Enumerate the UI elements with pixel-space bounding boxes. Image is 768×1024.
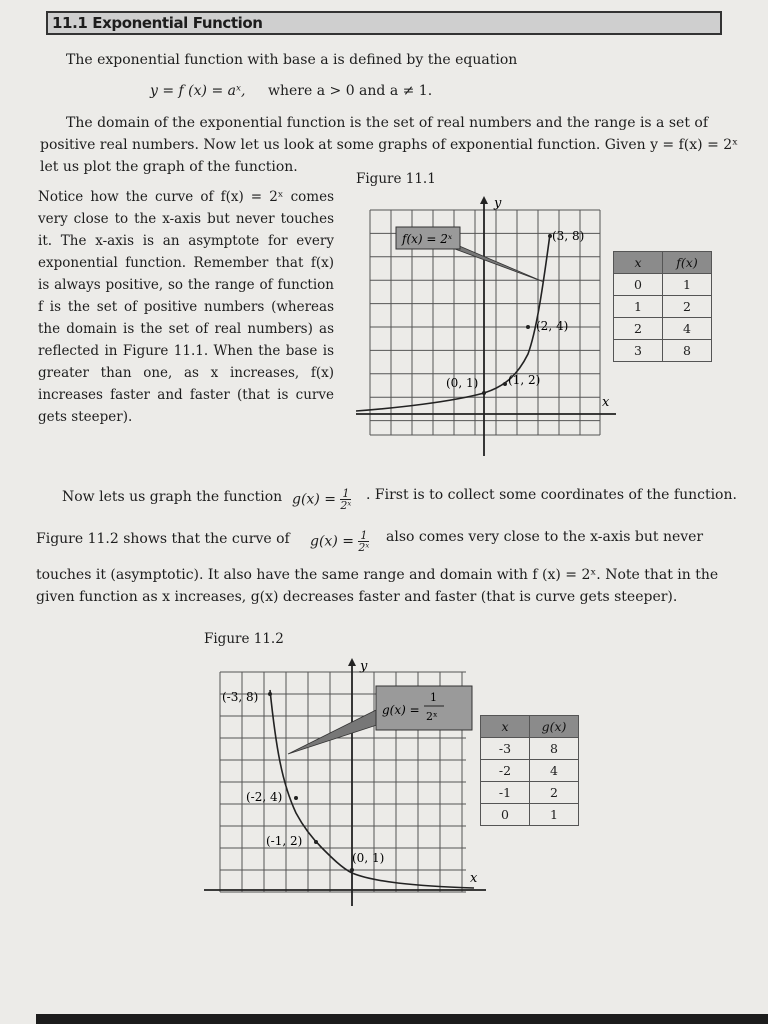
figure-11-1-table [613,251,712,362]
table-header-row [481,716,579,738]
point-0-1 [482,391,486,395]
point-label-3-8: (3, 8) [552,229,585,243]
fig112-line-b: also comes very close to the x-axis but never [386,529,704,545]
y-axis-arrow [480,196,488,204]
figure-11-1-caption: Figure 11.1 [356,171,436,187]
notice-paragraph: Notice how the curve of f(x) = 2ˣ comes very close to the x-axis but never touches it. The x-axis is an asymptote for every exponential function. Remember that f(x) is always positive, so the range of function f is the set of positive numbers (whereas the domain is the set of real numbers) as reflected in Figure 11.1. When the base is greater than one, as x increases, f(x) increases faster and faster (that is curve gets steeper). [38,189,334,425]
point-3-8 [548,234,552,238]
table-header-gx: g(x) [530,716,579,738]
table-row: -3 8 [481,738,579,760]
x-axis-label: x [470,871,478,886]
graph2-intro-a: Now lets us graph the function [62,489,283,505]
point-2-4 [526,325,530,329]
domain-paragraph-line-2: positive real numbers. Now let us look at some graphs of exponential function. Given y = f(x) = 2ˣ [40,137,739,153]
table-row: 2 4 [614,318,712,340]
domain-paragraph-line-1: The domain of the exponential function is the set of real numbers and the range is a set of [66,115,709,131]
table-row: 0 1 [481,804,579,826]
point-label-1-2: (1, 2) [508,373,541,387]
callout-pointer [288,708,380,754]
table-row: -1 2 [481,782,579,804]
point-1-2 [503,382,507,386]
x-axis-label: x [602,395,610,410]
point-label-neg2-4: (-2, 4) [246,790,283,804]
table-header-fx: f(x) [663,252,712,274]
point-label-neg1-2: (-1, 2) [266,834,303,848]
figure-11-2-caption: Figure 11.2 [204,631,284,647]
y-axis-label: y [360,659,368,674]
function-label-gx: g(x) = [382,703,420,717]
graph2-intro-gx: g(x) = $\frac{1}{\text{2ˣ}}$ [292,487,352,512]
figure-11-2-table [480,715,579,826]
asymptotic-line-1: touches it (asymptotic). It also have the same range and domain with f (x) = 2ˣ. Note that in the [36,567,719,583]
figure-11-1-graph [356,194,616,456]
point-neg1-2 [314,840,318,844]
fig112-line-a: Figure 11.2 shows that the curve of [36,531,290,547]
point-label-neg3-8: (-3, 8) [222,690,259,704]
section-title: 11.1 Exponential Function [52,14,263,32]
table-row: 1 2 [614,296,712,318]
table-row: 0 1 [614,274,712,296]
equation-condition: where a > 0 and a ≠ 1. [268,83,433,99]
point-neg3-8 [268,692,272,696]
page-bottom-bar [36,1014,768,1024]
table-header-row [614,252,712,274]
domain-paragraph-line-3: let us plot the graph of the function. [40,159,298,175]
table-header-x: x [614,252,663,274]
function-label: f(x) = 2ˣ [402,232,453,246]
equation: y = f (x) = aˣ, [150,83,246,99]
point-0-1 [350,868,354,872]
fig112-gx: g(x) = $\frac{1}{\text{2ˣ}}$ [310,529,370,554]
section-header [46,11,722,35]
table-row: 3 8 [614,340,712,362]
figure-11-2-graph [204,658,486,906]
point-label-2-4: (2, 4) [536,319,569,333]
y-axis-arrow [348,658,356,666]
point-neg2-4 [294,796,298,800]
function-label-num: 1 [430,691,437,704]
function-label-den: 2ˣ [426,710,438,723]
table-row: -2 4 [481,760,579,782]
point-label-0-1: (0, 1) [352,851,385,865]
y-axis-label: y [494,196,502,211]
asymptotic-line-2: given function as x increases, g(x) decreases faster and faster (that is curve gets steeper). [36,589,678,605]
table-header-x: x [481,716,530,738]
point-label-0-1: (0, 1) [446,376,479,390]
definition-line: The exponential function with base a is defined by the equation [66,52,518,68]
graph2-intro-b: . First is to collect some coordinates of the function. [366,487,737,503]
fraction: $\frac{1}{\text{2ˣ}}$ [340,487,352,512]
